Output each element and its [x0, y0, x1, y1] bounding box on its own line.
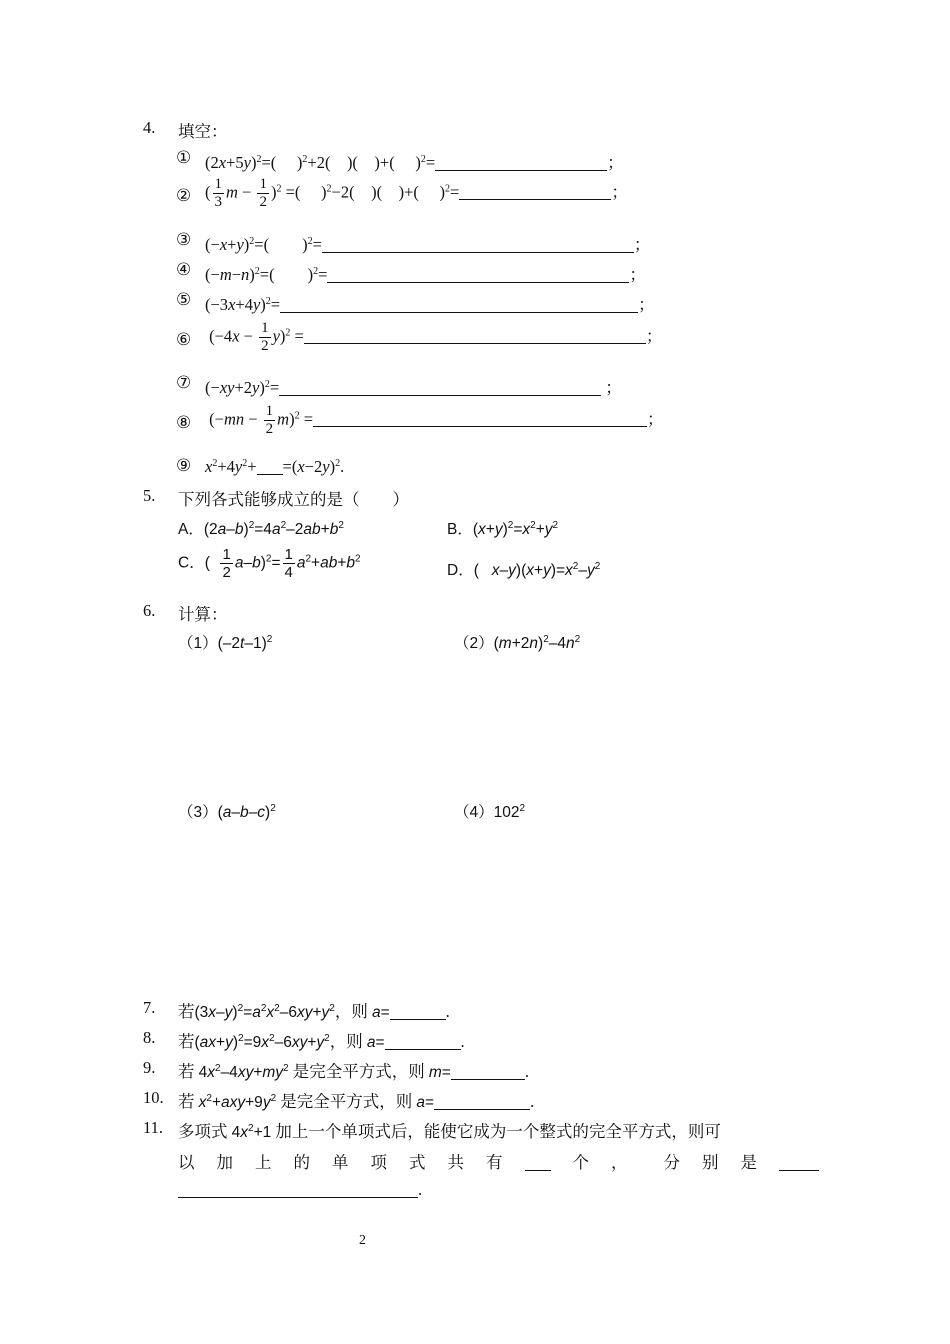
q10-number: 10. — [143, 1088, 164, 1107]
q6-title: 计算： — [178, 605, 228, 624]
q11-number: 11. — [143, 1118, 164, 1137]
answer-blank[interactable] — [385, 1034, 461, 1050]
q4-item3-mark: ③ — [176, 230, 192, 250]
answer-blank[interactable] — [779, 1155, 819, 1171]
q5-option-b: B．$(x+y)^2=x^2+y^2$ — [447, 520, 559, 538]
q5-option-a: A．$(2a-b)^2=4a^2-2ab+b^2$ — [178, 520, 344, 538]
q9-text: 若 $4x^2-4xy+my^2$ 是完全平方式，则 m= . — [178, 1062, 529, 1081]
answer-blank[interactable] — [434, 1094, 530, 1110]
q4-item2-expr: ( $\frac{1}{3}$ m − $\frac{1}{2}$ )$^2$ =( )$^2$−2( )( )+( )$^2$= ； — [205, 176, 628, 210]
q6-part4: $(4)102^2$ — [454, 803, 526, 821]
q5-number: 5. — [143, 486, 156, 505]
q5-option-c: C．( $\frac{1}{2}$ a–b)$^2$= $\frac{1}{4}$ $a^2+ab+b^2$ — [178, 546, 361, 581]
answer-blank[interactable] — [327, 267, 629, 283]
q4-item6-expr: (−4x − $\frac{1}{2}$ y)$^2$ = ； — [205, 320, 663, 354]
q7-number: 7. — [143, 998, 156, 1017]
answer-blank[interactable] — [304, 328, 646, 344]
q5-text: 下列各式能够成立的是（ ） — [178, 490, 409, 509]
q4-title: 填空： — [178, 122, 228, 141]
q4-item6-mark: ⑥ — [176, 330, 192, 350]
q7-text: 若$(3x-y)^2=a^2x^2-6xy+y^2$，则 a= . — [178, 1002, 450, 1021]
q4-item1-mark: ① — [176, 148, 192, 168]
q11-line2: 以加上的单项式共有 个， 分别是 — [178, 1149, 808, 1173]
page-number: 2 — [359, 1233, 366, 1248]
answer-blank[interactable] — [435, 155, 607, 171]
q8-text: 若$(ax+y)^2=9x^2-6xy+y^2$，则 a= . — [178, 1032, 465, 1051]
q6-part1: $(1)(-2t-1)^2$ — [178, 634, 273, 652]
q4-number: 4. — [143, 118, 156, 137]
answer-blank[interactable] — [280, 297, 638, 313]
q4-item1-expr: $(2x+5y)^2=$( )$^2$+2( )( )+( )$^2$= ； — [205, 153, 624, 172]
q4-item5-mark: ⑤ — [176, 290, 192, 310]
q11-line1: 多项式 $4x^2+1$ 加上一个单项式后，能使它成为一个整式的完全平方式，则可 — [178, 1122, 721, 1141]
answer-blank[interactable] — [257, 459, 283, 475]
q4-item4-expr: $(-m-n)^2=$( )$^2$= ； — [205, 265, 646, 284]
q6-part2: $(2)(m+2n)^2-4n^2$ — [454, 634, 581, 652]
answer-blank[interactable] — [313, 411, 647, 427]
q4-item2-mark: ② — [176, 186, 192, 206]
q4-item5-expr: $(-3x+4y)^2=$ ； — [205, 295, 655, 314]
q4-item3-expr: $(-x+y)^2=$( )$^2$= ； — [205, 235, 651, 254]
answer-blank[interactable] — [525, 1155, 551, 1171]
q9-number: 9. — [143, 1058, 156, 1077]
answer-blank[interactable] — [178, 1182, 418, 1198]
q6-number: 6. — [143, 601, 156, 620]
answer-blank[interactable] — [459, 184, 611, 200]
answer-blank[interactable] — [279, 380, 601, 396]
q4-item9-expr: $x^2+4y^2+ =(x-2y)^2$. — [205, 457, 345, 476]
q6-part3: $(3)(a-b-c)^2$ — [178, 803, 276, 821]
q4-item8-mark: ⑧ — [176, 413, 192, 433]
q4-item7-mark: ⑦ — [176, 373, 192, 393]
answer-blank[interactable] — [451, 1064, 525, 1080]
q5-option-d: D．( $x-y)(x+y)=x^2-y^2$ — [447, 561, 601, 579]
q11-line3: . — [178, 1180, 422, 1200]
q10-text: 若 $x^2+axy+9y^2$ 是完全平方式，则 a= . — [178, 1092, 535, 1111]
q8-number: 8. — [143, 1028, 156, 1047]
q4-item8-expr: (−mn − $\frac{1}{2}$ m)$^2$ = ； — [205, 403, 664, 437]
answer-blank[interactable] — [322, 237, 634, 253]
q4-item9-mark: ⑨ — [176, 456, 192, 476]
q4-item4-mark: ④ — [176, 260, 192, 280]
q4-item7-expr: $(-xy+2y)^2=$ ； — [205, 378, 622, 397]
answer-blank[interactable] — [390, 1004, 446, 1020]
